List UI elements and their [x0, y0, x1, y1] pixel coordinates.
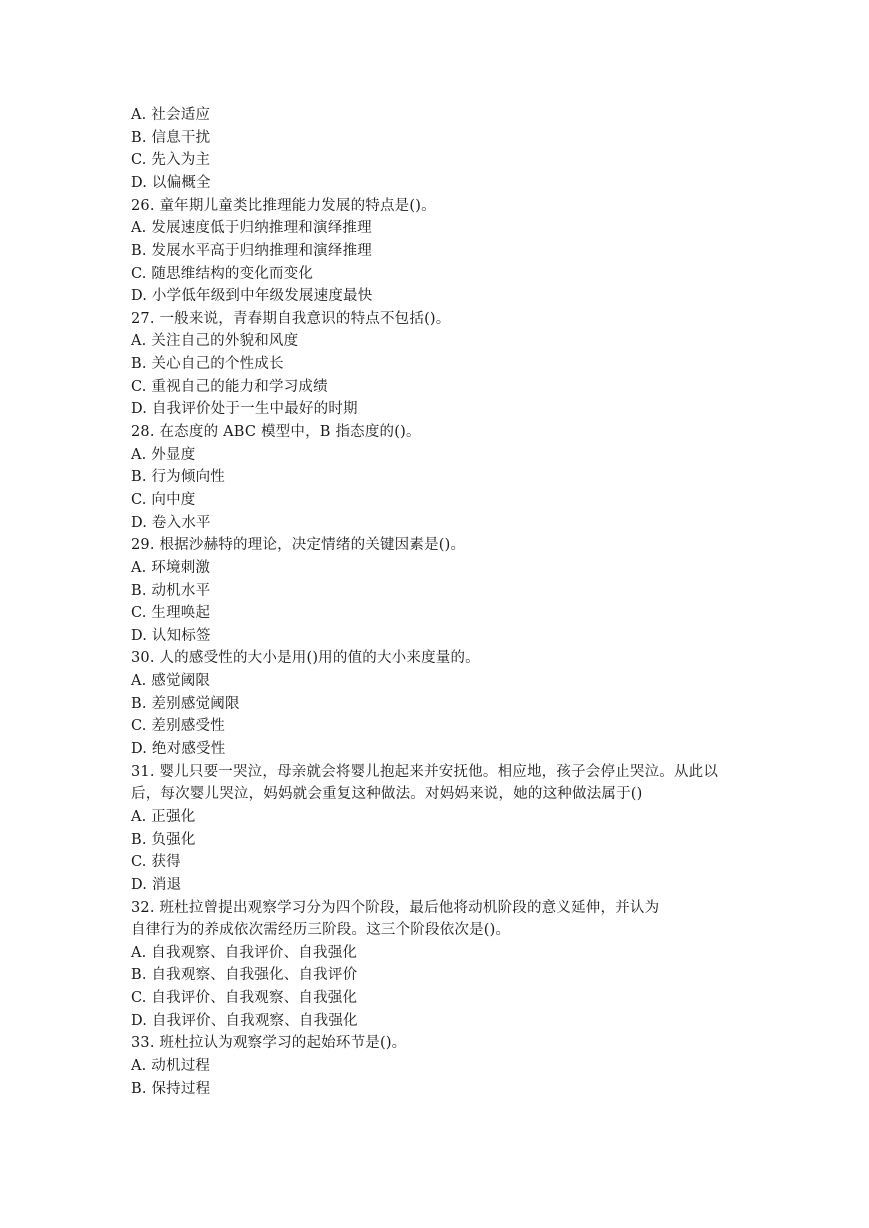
question-26-option-a: A. 发展速度低于归纳推理和演绎推理	[131, 220, 372, 237]
option-prev-a: A. 社会适应	[131, 107, 211, 123]
question-27-option-a: A. 关注自己的外貌和风度	[131, 333, 299, 350]
question-27-stem: 27. 一般来说，青春期自我意识的特点不包括()。	[131, 310, 451, 327]
question-30-stem: 30. 人的感受性的大小是用()用的值的大小来度量的。	[131, 650, 480, 667]
question-32-option-b: B. 自我观察、自我强化、自我评价	[131, 967, 358, 984]
question-33-option-b: B. 保持过程	[131, 1080, 211, 1097]
question-27-option-c: C. 重视自己的能力和学习成绩	[131, 378, 328, 395]
question-29-option-a: A. 环境刺激	[131, 559, 211, 576]
question-32-option-d: D. 自我评价、自我观察、自我强化	[131, 1012, 358, 1029]
question-26-option-d: D. 小学低年级到中年级发展速度最快	[131, 288, 373, 305]
question-27-option-b: B. 关心自己的个性成长	[131, 356, 284, 373]
question-33-option-a: A. 动机过程	[131, 1058, 211, 1075]
question-31-option-a: A. 正强化	[131, 808, 196, 825]
question-28-option-b: B. 行为倾向性	[131, 469, 225, 486]
question-31-option-d: D. 消退	[131, 876, 182, 893]
question-32-stem: 32. 班杜拉曾提出观察学习分为四个阶段，最后他将动机阶段的意义延伸，并认为自律行为的养成依次需经历三阶段。这三个阶段依次是()。	[131, 899, 660, 939]
question-30-option-d: D. 绝对感受性	[131, 741, 226, 758]
question-32-option-c: C. 自我评价、自我观察、自我强化	[131, 990, 358, 1007]
question-26-stem: 26. 童年期儿童类比推理能力发展的特点是()。	[131, 197, 436, 214]
question-31-option-b: B. 负强化	[131, 831, 196, 848]
question-28-option-c: C. 向中度	[131, 491, 196, 508]
question-28-stem: 28. 在态度的 ABC 模型中，B 指态度的()。	[131, 424, 421, 440]
question-30-option-c: C. 差别感受性	[131, 718, 225, 735]
question-29-option-d: D. 认知标签	[131, 627, 211, 644]
question-27-option-d: D. 自我评价处于一生中最好的时期	[131, 401, 358, 418]
question-28-option-a: A. 外显度	[131, 446, 196, 463]
question-29-option-b: B. 动机水平	[131, 582, 211, 599]
question-30-option-b: B. 差别感觉阈限	[131, 695, 240, 712]
question-32-option-a: A. 自我观察、自我评价、自我强化	[131, 944, 358, 961]
option-prev-c: C. 先入为主	[131, 152, 211, 169]
document-body	[131, 104, 751, 1100]
question-28-option-d: D. 卷入水平	[131, 514, 211, 531]
question-29-option-c: C. 生理唤起	[131, 605, 211, 622]
question-31-stem: 31. 婴儿只要一哭泣，母亲就会将婴儿抱起来并安抚他。相应地，孩子会停止哭泣。从此以后，每次婴儿哭泣，妈妈就会重复这种做法。对妈妈来说，她的这种做法属于()	[131, 763, 719, 803]
question-29-stem: 29. 根据沙赫特的理论，决定情绪的关键因素是()。	[131, 537, 466, 554]
question-26-option-c: C. 随思维结构的变化而变化	[131, 265, 314, 282]
question-33-stem: 33. 班杜拉认为观察学习的起始环节是()。	[131, 1035, 407, 1052]
option-prev-b: B. 信息干扰	[131, 129, 211, 146]
question-26-option-b: B. 发展水平高于归纳推理和演绎推理	[131, 242, 372, 259]
question-31-option-c: C. 获得	[131, 854, 181, 871]
question-30-option-a: A. 感觉阈限	[131, 673, 211, 690]
option-prev-d: D. 以偏概全	[131, 174, 211, 191]
